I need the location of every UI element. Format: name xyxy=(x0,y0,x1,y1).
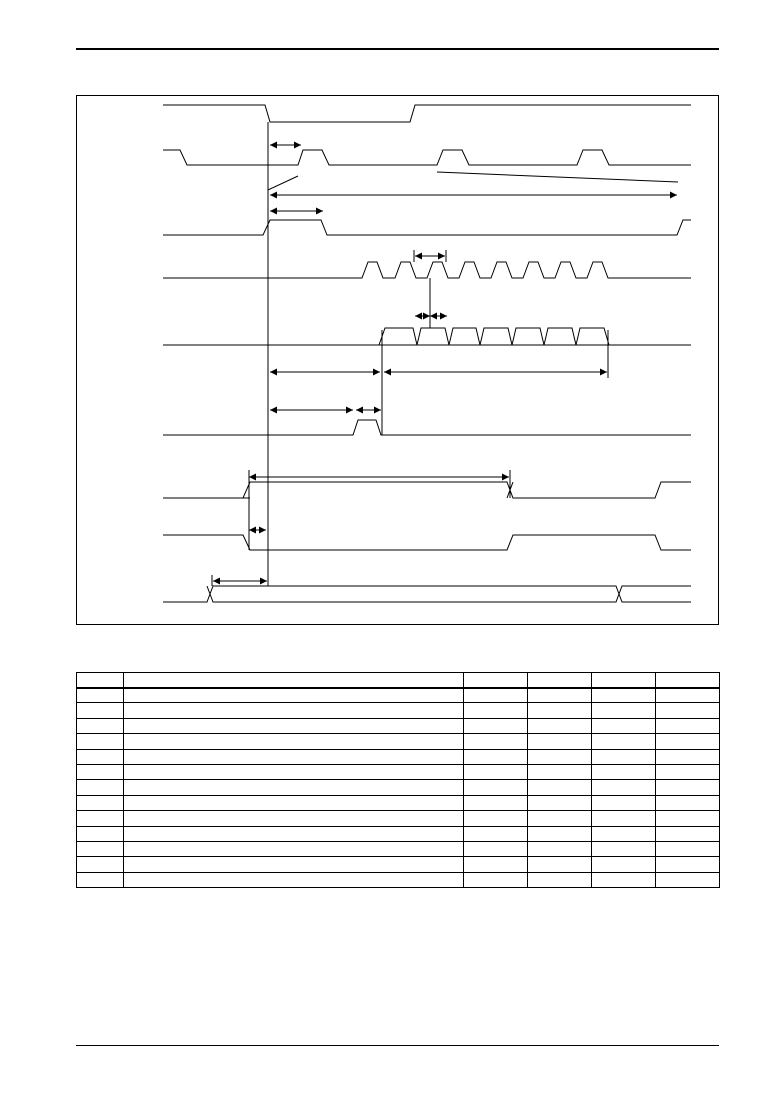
waveform-9-bus xyxy=(163,586,691,602)
table-row xyxy=(77,703,720,718)
column-header xyxy=(464,673,528,688)
table-cell xyxy=(464,811,528,826)
table-row xyxy=(77,872,720,887)
table-cell xyxy=(656,703,720,718)
table-cell xyxy=(656,857,720,872)
column-header xyxy=(77,673,124,688)
table-row xyxy=(77,857,720,872)
waveform-3-mark xyxy=(268,176,298,190)
table-cell xyxy=(592,734,656,749)
table-cell xyxy=(656,749,720,764)
table-cell xyxy=(592,872,656,887)
table-cell xyxy=(124,703,464,718)
waveform-5-bus-cells xyxy=(379,328,609,345)
table-cell xyxy=(124,749,464,764)
table-cell xyxy=(124,734,464,749)
table-cell xyxy=(592,749,656,764)
table-row xyxy=(77,795,720,810)
table-cell xyxy=(124,718,464,733)
table-cell xyxy=(528,780,592,795)
table-cell xyxy=(124,764,464,779)
table-cell xyxy=(592,811,656,826)
table-cell xyxy=(528,764,592,779)
table-cell xyxy=(77,811,124,826)
table-cell xyxy=(656,718,720,733)
table-cell xyxy=(592,764,656,779)
table-cell xyxy=(77,826,124,841)
table-cell xyxy=(656,780,720,795)
waveform-2 xyxy=(163,150,691,165)
table-cell xyxy=(464,688,528,703)
table-cell xyxy=(124,872,464,887)
waveform-4-clock xyxy=(163,262,691,278)
table-cell xyxy=(464,795,528,810)
column-header xyxy=(528,673,592,688)
table-cell xyxy=(592,795,656,810)
table-cell xyxy=(464,857,528,872)
table-cell xyxy=(77,872,124,887)
table-cell xyxy=(464,841,528,856)
table-cell xyxy=(528,857,592,872)
table-cell xyxy=(528,795,592,810)
table-cell xyxy=(592,703,656,718)
table-cell xyxy=(656,841,720,856)
waveform-3 xyxy=(163,220,691,235)
table-cell xyxy=(124,795,464,810)
table-cell xyxy=(656,764,720,779)
table-cell xyxy=(77,749,124,764)
table-row xyxy=(77,826,720,841)
table-cell xyxy=(77,718,124,733)
table-cell xyxy=(464,734,528,749)
table-cell xyxy=(464,764,528,779)
table-cell xyxy=(528,688,592,703)
column-header xyxy=(656,673,720,688)
table-cell xyxy=(528,811,592,826)
table-cell xyxy=(464,703,528,718)
table-cell xyxy=(592,780,656,795)
waveform-2-slope xyxy=(437,172,678,182)
table-row xyxy=(77,841,720,856)
table-cell xyxy=(528,718,592,733)
table-cell xyxy=(124,857,464,872)
table-row xyxy=(77,688,720,703)
table-cell xyxy=(77,841,124,856)
table-cell xyxy=(77,734,124,749)
table-cell xyxy=(592,826,656,841)
table-cell xyxy=(656,811,720,826)
table-cell xyxy=(77,795,124,810)
table-cell xyxy=(77,764,124,779)
table-cell xyxy=(592,857,656,872)
column-header xyxy=(592,673,656,688)
table-cell xyxy=(124,688,464,703)
waveform-7-bus xyxy=(163,482,691,498)
table-row xyxy=(77,780,720,795)
table-row xyxy=(77,749,720,764)
column-header xyxy=(124,673,464,688)
table-cell xyxy=(124,841,464,856)
table-cell xyxy=(464,872,528,887)
table-cell xyxy=(77,703,124,718)
table-cell xyxy=(656,872,720,887)
table-cell xyxy=(656,826,720,841)
table-cell xyxy=(464,826,528,841)
waveform-8 xyxy=(163,535,691,550)
table-cell xyxy=(528,749,592,764)
table-cell xyxy=(592,841,656,856)
table-cell xyxy=(124,826,464,841)
table-cell xyxy=(77,688,124,703)
table-cell xyxy=(592,688,656,703)
table-cell xyxy=(656,795,720,810)
table-cell xyxy=(464,749,528,764)
table-row xyxy=(77,764,720,779)
table-cell xyxy=(528,872,592,887)
table-cell xyxy=(464,780,528,795)
footer-rule xyxy=(76,1045,719,1046)
table-cell xyxy=(592,718,656,733)
table-cell xyxy=(528,826,592,841)
table-cell xyxy=(77,857,124,872)
table-cell xyxy=(124,780,464,795)
waveform-6 xyxy=(163,420,691,435)
table-cell xyxy=(656,688,720,703)
table-cell xyxy=(464,718,528,733)
table-row xyxy=(77,734,720,749)
parameter-table xyxy=(76,672,720,888)
table-row xyxy=(77,811,720,826)
table-header-row xyxy=(77,673,720,688)
table-cell xyxy=(528,703,592,718)
table-row xyxy=(77,718,720,733)
table-cell xyxy=(656,734,720,749)
table-cell xyxy=(528,734,592,749)
waveform-1 xyxy=(163,105,691,122)
table-cell xyxy=(528,841,592,856)
table-cell xyxy=(77,780,124,795)
table-cell xyxy=(124,811,464,826)
